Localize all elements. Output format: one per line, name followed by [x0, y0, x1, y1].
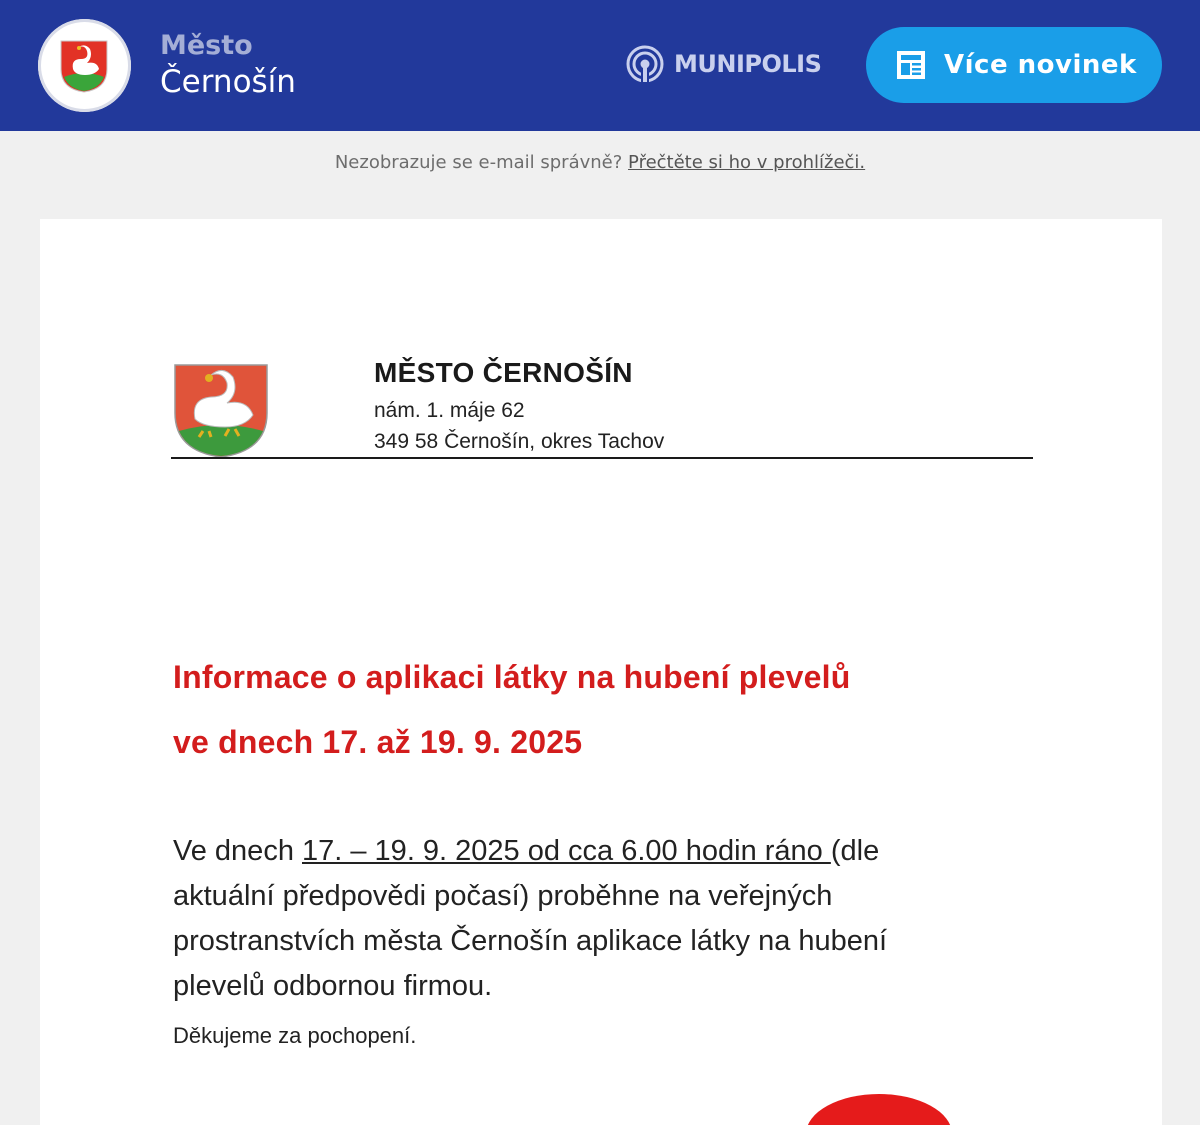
- decorative-red-shape: [806, 1094, 952, 1125]
- letterhead-street: nám. 1. máje 62: [374, 399, 525, 422]
- munipolis-brand[interactable]: [626, 44, 821, 84]
- brand-label: MUNIPOLIS: [674, 50, 822, 78]
- view-in-browser-link[interactable]: Přečtěte si ho v prohlížeči.: [628, 152, 866, 173]
- content-card: [40, 219, 1162, 1125]
- town-logo[interactable]: [38, 19, 131, 112]
- broadcast-icon: [626, 45, 664, 83]
- letterhead-title: MĚSTO ČERNOŠÍN: [374, 357, 633, 388]
- more-news-label: Více novinek: [944, 50, 1137, 80]
- preheader-text: Nezobrazuje se e-mail správně?: [334, 152, 623, 173]
- body-rest: (dle aktuální předpovědi počasí) proběhne na veřejných prostranstvích města Černošín aplikace látky na hubení plevelů odbornou firmou.: [173, 835, 888, 1002]
- town-name: Černošín: [160, 64, 296, 100]
- coat-of-arms-icon: [173, 361, 269, 459]
- body-date-underlined: 17. – 19. 9. 2025 od cca 6.00 hodin ráno: [302, 835, 831, 867]
- letterhead-city: 349 58 Černošín, okres Tachov: [374, 430, 665, 453]
- preheader: [0, 152, 1200, 173]
- town-prefix: Město: [160, 30, 253, 61]
- headline-line-1: Informace o aplikaci látky na hubení plevelů: [173, 659, 851, 695]
- thanks-line: Děkujeme za pochopení.: [173, 1023, 417, 1048]
- headline-line-2: ve dnech 17. až 19. 9. 2025: [173, 724, 583, 760]
- letterhead-divider: [171, 457, 1033, 459]
- more-news-button[interactable]: [866, 27, 1162, 103]
- body-prefix: Ve dnech: [173, 835, 302, 867]
- coat-of-arms-icon: [59, 39, 109, 93]
- email-header: [0, 0, 1200, 131]
- newspaper-icon: [896, 50, 926, 80]
- announcement-body: [173, 829, 973, 1009]
